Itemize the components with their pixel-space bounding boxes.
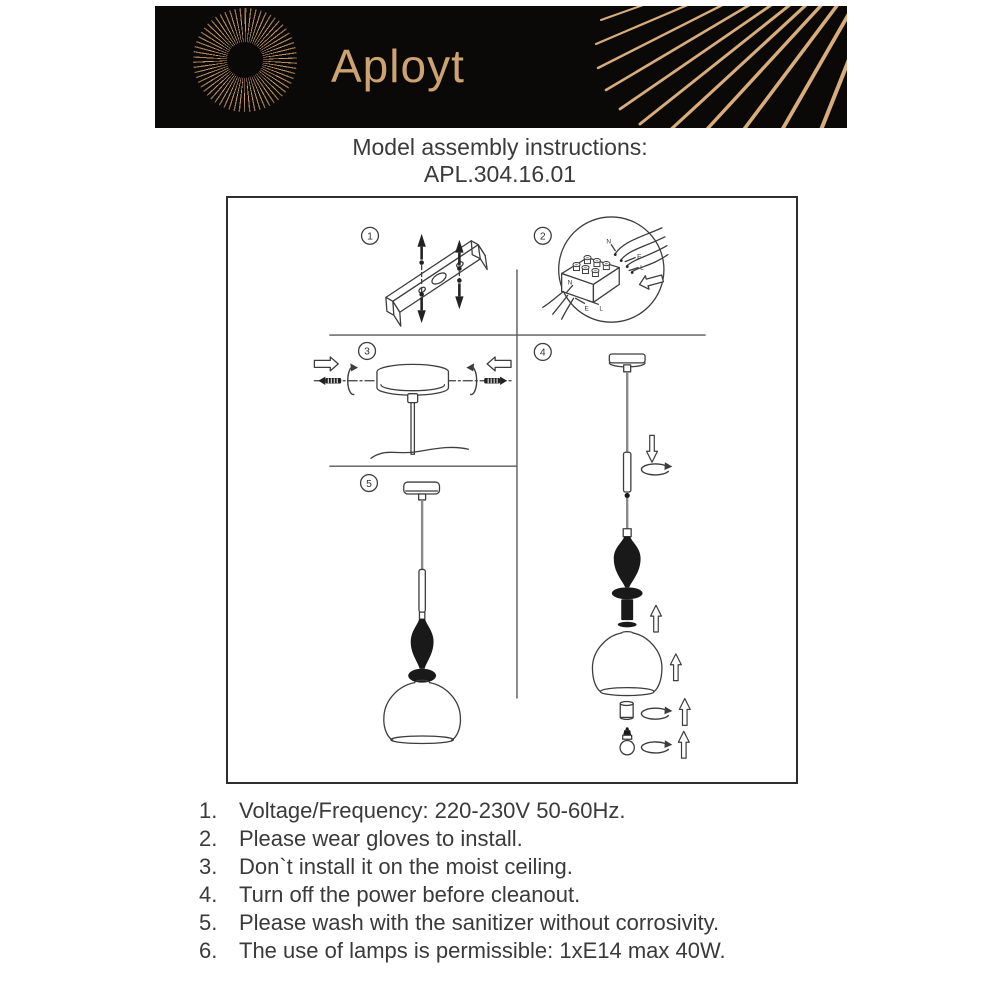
panel-assembled-lamp	[384, 482, 461, 743]
list-item	[199, 909, 726, 937]
item-text: Voltage/Frequency: 220-230V 50-60Hz.	[239, 798, 626, 823]
panel-canopy-fixing	[314, 357, 511, 458]
title-block	[0, 134, 1000, 188]
brand-name: Aployt	[331, 40, 465, 92]
light-bulb-icon	[620, 727, 634, 755]
svg-text:3: 3	[364, 346, 370, 358]
instruction-list	[199, 797, 726, 965]
svg-text:N: N	[567, 279, 573, 287]
svg-text:E: E	[637, 253, 642, 261]
item-text: Turn off the power before cleanout.	[239, 882, 581, 907]
item-number: 5.	[199, 910, 218, 935]
item-text: Please wash with the sanitizer without corrosivity.	[239, 910, 720, 935]
item-number: 1.	[199, 798, 218, 823]
assembly-diagram	[228, 198, 796, 782]
list-item	[199, 881, 726, 909]
page-title: Model assembly instructions:	[352, 134, 648, 160]
model-number: APL.304.16.01	[423, 161, 577, 187]
svg-text:2: 2	[539, 231, 546, 243]
item-text: Please wear gloves to install.	[239, 826, 523, 851]
panel-mounting-bracket	[386, 234, 487, 326]
svg-text:L: L	[599, 305, 603, 313]
svg-text:5: 5	[366, 478, 372, 490]
panel-dividers	[329, 270, 705, 699]
corner-rays-icon	[155, 6, 847, 128]
list-item	[199, 797, 726, 825]
item-number: 2.	[199, 826, 218, 851]
svg-text:1: 1	[367, 231, 373, 243]
svg-text:E: E	[584, 305, 589, 313]
item-text: The use of lamps is permissible: 1xE14 max 40W.	[239, 938, 726, 963]
svg-text:4: 4	[539, 347, 546, 359]
assembly-diagram-box	[226, 196, 798, 784]
item-number: 4.	[199, 882, 218, 907]
list-item	[199, 937, 726, 965]
panel-terminal-wiring	[543, 217, 668, 322]
item-number: 3.	[199, 854, 218, 879]
socket-sleeve	[620, 702, 633, 720]
item-text: Don`t install it on the moist ceiling.	[239, 854, 573, 879]
list-item	[199, 825, 726, 853]
svg-text:N: N	[606, 238, 611, 246]
item-number: 6.	[199, 938, 218, 963]
panel-shade-assembly	[592, 354, 690, 758]
brand-banner	[155, 6, 847, 128]
list-item	[199, 853, 726, 881]
svg-text:L: L	[640, 264, 644, 272]
